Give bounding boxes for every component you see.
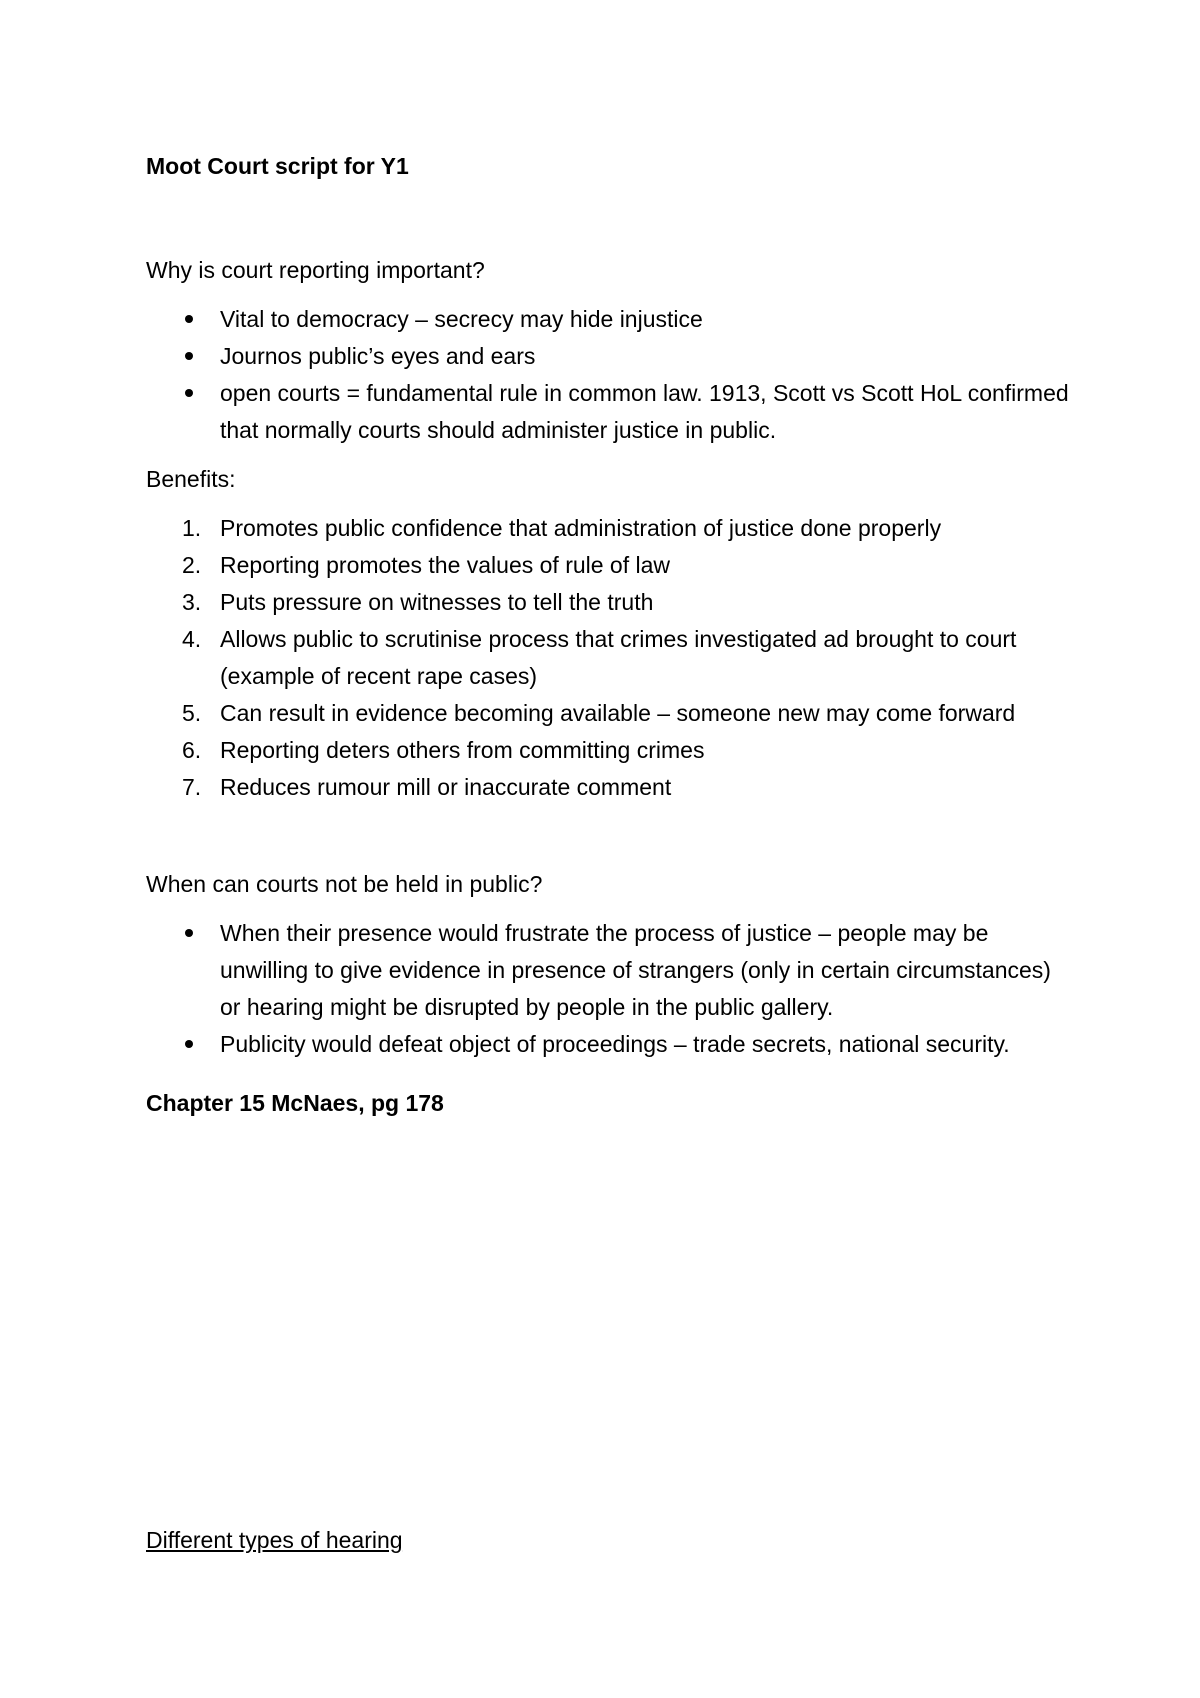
- section-heading-importance: Why is court reporting important?: [146, 257, 485, 283]
- list-number: 6.: [182, 737, 202, 763]
- list-item: [146, 547, 1076, 584]
- chapter-reference: Chapter 15 McNaes, pg 178: [146, 1090, 444, 1116]
- list-item-text: Can result in evidence becoming available – someone new may come forward: [220, 700, 1016, 726]
- document-body: [146, 150, 1076, 1122]
- list-item: [146, 301, 1076, 338]
- list-item: [146, 510, 1076, 547]
- importance-bullet-list: [146, 301, 1076, 449]
- list-item: [146, 584, 1076, 621]
- list-item-text: Reduces rumour mill or inaccurate comment: [220, 774, 672, 800]
- document-title: Moot Court script for Y1: [146, 153, 409, 179]
- list-number: 2.: [182, 552, 202, 578]
- list-item: [146, 915, 1076, 1026]
- list-number: 4.: [182, 626, 202, 652]
- list-item-text: Publicity would defeat object of proceedings – trade secrets, national security.: [220, 1031, 1010, 1057]
- list-item-text: Vital to democracy – secrecy may hide injustice: [220, 306, 703, 332]
- list-number: 3.: [182, 589, 202, 615]
- list-item: [146, 732, 1076, 769]
- list-item: [146, 695, 1076, 732]
- list-item-text: When their presence would frustrate the process of justice – people may be unwilling to give evidence in presence of strangers (only in certain circumstances) or hearing might be disrupted by people in the public gallery.: [220, 920, 1051, 1020]
- list-item-text: Puts pressure on witnesses to tell the truth: [220, 589, 654, 615]
- list-item-text: open courts = fundamental rule in common law. 1913, Scott vs Scott HoL confirmed that normally courts should administer justice in public.: [220, 380, 1069, 443]
- list-item: [146, 621, 1076, 695]
- list-number: 5.: [182, 700, 202, 726]
- list-item: [146, 338, 1076, 375]
- list-item-text: Promotes public confidence that administration of justice done properly: [220, 515, 942, 541]
- list-item: [146, 1026, 1076, 1063]
- section-heading-benefits: Benefits:: [146, 466, 236, 492]
- benefits-numbered-list: [146, 510, 1076, 806]
- section-heading-not-public: When can courts not be held in public?: [146, 871, 543, 897]
- list-number: 1.: [182, 515, 202, 541]
- list-item-text: Journos public’s eyes and ears: [220, 343, 536, 369]
- list-number: 7.: [182, 774, 202, 800]
- list-item-text: Allows public to scrutinise process that crimes investigated ad brought to court (example of recent rape cases): [220, 626, 1017, 689]
- list-item-text: Reporting deters others from committing crimes: [220, 737, 705, 763]
- list-item: [146, 769, 1076, 806]
- next-section-heading: Different types of hearing: [146, 1527, 403, 1553]
- not-public-bullet-list: [146, 915, 1076, 1063]
- spacer: [146, 818, 1076, 866]
- list-item-text: Reporting promotes the values of rule of law: [220, 552, 671, 578]
- list-item: [146, 375, 1076, 449]
